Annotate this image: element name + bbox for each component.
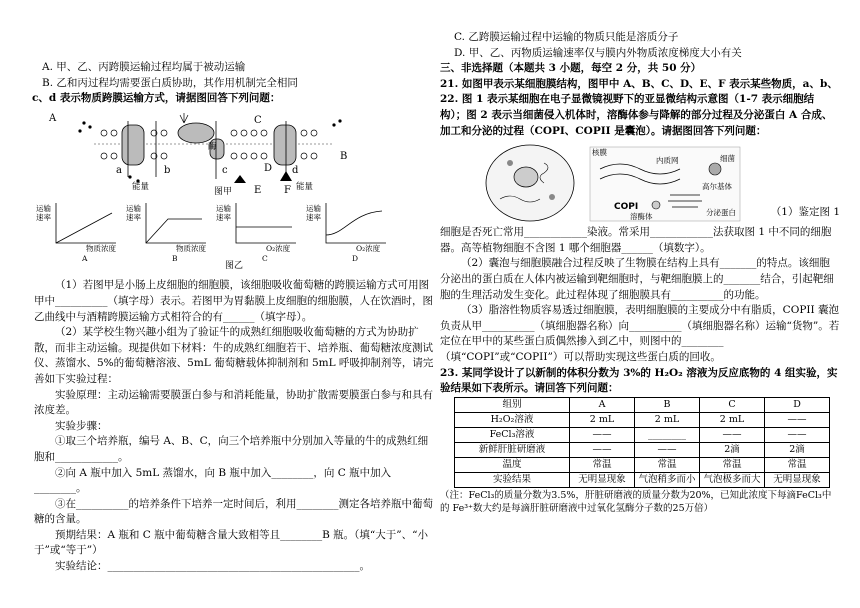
option-b: B. 乙和丙过程均需要蛋白质协助，其作用机制完全相同 — [42, 76, 298, 89]
energy-label-2: 能量 — [296, 181, 314, 192]
letter-C: C — [254, 114, 262, 126]
table-cell: —— — [570, 427, 635, 442]
ylabel-4: 运输 — [306, 203, 321, 213]
label-secretory-protein: 分泌蛋白 — [706, 208, 736, 218]
table-cell: —— — [765, 427, 830, 442]
table-cell: —— — [635, 442, 700, 457]
table-row — [455, 472, 830, 487]
q21-part2: （2）某学校生物兴趣小组为了验证牛的成熟红细胞吸收葡萄糖的方式为协助扩散，而非主动运输。现提供如下材料：牛的成熟红细胞若干、培养瓶、葡萄糖浓度测试仪、蒸馏水、5%的葡萄糖溶液、5mL 葡萄糖载体抑制剂和 5mL 呼吸抑制剂等，请完善如下实验过程： — [34, 326, 434, 385]
table-row — [455, 427, 830, 442]
table-header-row — [455, 397, 830, 412]
table-cell: 气泡极多而大 — [700, 472, 765, 487]
graph-C: C — [262, 253, 268, 263]
cell-figures — [440, 139, 840, 225]
right-column — [440, 0, 840, 516]
figure-yi-caption: 图乙 — [224, 260, 243, 271]
enzyme-label: 酶 — [208, 141, 217, 152]
cell-diagram-svg — [480, 139, 750, 223]
xlabel-3: O₂浓度 — [266, 243, 291, 253]
table-cell: 实验结果 — [455, 472, 570, 487]
xlabel-2: 物质浓度 — [176, 243, 206, 253]
label-er: 内质网 — [656, 156, 679, 166]
q23-stem: 23. 某同学设计了以新制的体积分数为 3%的 H₂O₂ 溶液为反应底物的 4 组实验，实验结果如下表所示。请回答下列问题： — [440, 366, 838, 395]
table-cell: 常温 — [635, 457, 700, 472]
letter-F: F — [284, 184, 291, 196]
label-lysosome: 溶酶体 — [630, 212, 653, 222]
label-c: c — [222, 164, 228, 176]
step-1: ①取三个培养瓶，编号 A、B、C，向三个培养瓶中分别加入等量的牛的成熟红细胞和____________。 — [34, 435, 429, 463]
membrane-svg — [34, 111, 434, 199]
ylabel-1: 运输 — [36, 203, 51, 213]
graph-D: D — [352, 253, 359, 263]
step-3: ③在__________的培养条件下培养一定时间后，利用________测定各培养瓶中葡萄糖的含量。 — [34, 497, 433, 526]
table-header-cell: D — [765, 397, 830, 412]
left-column — [34, 0, 434, 575]
table-cell: 温度 — [455, 457, 570, 472]
q22-part2: （2）囊泡与细胞膜融合过程反映了生物膜在结构上具有_______的特点。该细胞分泌出的蛋白质在人体内被运输到靶细胞时，与靶细胞膜上的_______结合，引起靶细胞的生理活动发生变化。此过程体现了细胞膜具有__________的功能。 — [440, 257, 834, 301]
table-row — [455, 412, 830, 427]
step-2: ②向 A 瓶中加入 5mL 蒸馏水，向 B 瓶中加入________，向 C 瓶中加入________。 — [34, 466, 392, 495]
table-header-cell: C — [700, 397, 765, 412]
q21-continuation: c、d 表示物质跨膜运输方式，请据图回答下列问题： — [32, 92, 281, 105]
experiment-table — [454, 397, 830, 488]
graph-B: B — [172, 253, 178, 263]
q22-part1-start: （1）鉴定图 1 — [770, 206, 840, 219]
q21-stem: 21. 如图甲表示某细胞膜结构，图甲中 A、B、C、D、E、F 表示某些物质，a、b、 — [440, 77, 838, 90]
expected-result: 预期结果：A 瓶和 C 瓶中葡萄糖含量大致相等且________B 瓶。（填“大于”、“小于”或“等于”） — [34, 528, 429, 557]
q22-part1: 细胞是否死亡常用____________染液。常采用____________法获取图 1 中不同的细胞器。高等植物细胞不含图 1 哪个细胞器______（填数字）。 — [440, 226, 832, 254]
table-cell: 2 mL — [700, 412, 765, 427]
table-cell: ________ — [635, 427, 700, 442]
q22-part3: （3）脂溶性物质容易透过细胞膜，表明细胞膜的主要成分中有脂质，COPII 囊泡负责从甲__________（填细胞器名称）向__________（填细胞器名称）运输“货物”。若定位在甲中的某些蛋白质偶然掺入到乙中，则图中的________（填“COPI”或“COPII”）可以帮助实现这些蛋白质的回收。 — [440, 304, 840, 363]
table-cell: 常温 — [765, 457, 830, 472]
table-cell: 新鲜肝脏研磨液 — [455, 442, 570, 457]
option-c: C. 乙跨膜运输过程中运输的物质只能是溶质分子 — [454, 31, 679, 43]
table-cell: —— — [700, 427, 765, 442]
option-a: A. 甲、乙、丙跨膜运输过程均属于被动运输 — [42, 61, 246, 73]
letter-D: D — [264, 162, 273, 174]
conclusion: 实验结论：________________________________________________。 — [55, 560, 370, 573]
table-row — [455, 442, 830, 457]
principle: 实验原理：主动运输需要膜蛋白参与和消耗能量，协助扩散需要膜蛋白参与和具有浓度差。 — [34, 388, 433, 417]
copi-label: COPI — [614, 202, 639, 213]
table-cell: 常温 — [700, 457, 765, 472]
label-nuclear-membrane: 核膜 — [592, 148, 607, 158]
table-row — [455, 457, 830, 472]
ylabel-4b: 速率 — [306, 212, 321, 222]
section-3-title: 三、非选择题（本题共 3 小题，每空 2 分，共 50 分） — [440, 62, 702, 75]
table-note: （注：FeCl₃的质量分数为3.5%，肝脏研磨液的质量分数为20%，已知此浓度下每滴FeCl₃中的 Fe³⁺数大约是每滴肝脏研磨液中过氧化氢酶分子数的25万倍） — [440, 489, 832, 515]
graph-A: A — [82, 253, 88, 263]
ylabel-3: 运输 — [216, 203, 231, 213]
table-cell: —— — [570, 442, 635, 457]
letter-E: E — [254, 184, 262, 196]
table-cell: 2滴 — [700, 442, 765, 457]
table-cell: 2 mL — [635, 412, 700, 427]
letter-A: A — [49, 112, 57, 124]
label-d: d — [292, 164, 299, 176]
table-cell: 气泡稍多而小 — [635, 472, 700, 487]
q22-stem: 22. 图 1 表示某细胞在电子显微镜视野下的亚显微结构示意图（1-7 表示细胞结构）；图 2 表示当细菌侵入机体时，溶酶体参与降解的部分过程及分泌蛋白 A 合成、加工和分泌的过程（COPI、COPII 是囊泡）。请据图回答下列问题： — [440, 93, 833, 137]
table-cell: 2 mL — [570, 412, 635, 427]
rate-graphs — [34, 199, 434, 263]
steps-title: 实验步骤： — [55, 419, 108, 432]
xlabel-1: 物质浓度 — [86, 243, 116, 253]
table-cell: 无明显现象 — [765, 472, 830, 487]
ylabel-2: 运输 — [126, 203, 141, 213]
figure-jia-caption: 图甲 — [214, 186, 233, 197]
table-header-cell: B — [635, 397, 700, 412]
ylabel-2b: 速率 — [126, 212, 141, 222]
table-cell: —— — [765, 412, 830, 427]
label-golgi: 高尔基体 — [702, 182, 732, 192]
option-d: D. 甲、乙、丙物质运输速率仅与膜内外物质浓度梯度大小有关 — [454, 46, 742, 59]
q21-part1: （1）若图甲是小肠上皮细胞的细胞膜，该细胞吸收葡萄糖的跨膜运输方式可用图甲中__________（填字母）表示。若图甲为胃黏膜上皮细胞的细胞膜，人在饮酒时，图乙曲线中与酒精跨膜运输方式相符合的有______（填字母）。 — [34, 279, 433, 323]
membrane-diagram — [34, 111, 434, 199]
rate-graphs-svg — [34, 199, 434, 263]
table-cell: H₂O₂溶液 — [455, 412, 570, 427]
label-a: a — [116, 164, 122, 176]
table-cell: 2滴 — [765, 442, 830, 457]
label-b: b — [164, 164, 171, 176]
ylabel-1b: 速率 — [36, 212, 51, 222]
table-cell: 常温 — [570, 457, 635, 472]
label-bacteria: 细菌 — [720, 154, 735, 164]
ylabel-3b: 速率 — [216, 212, 231, 222]
table-cell: 无明显现象 — [570, 472, 635, 487]
table-header-cell: 组别 — [455, 397, 570, 412]
energy-label-1: 能量 — [132, 181, 150, 192]
table-header-cell: A — [570, 397, 635, 412]
letter-B: B — [340, 150, 348, 162]
table-cell: FeCl₃溶液 — [455, 427, 570, 442]
xlabel-4: O₂浓度 — [356, 243, 381, 253]
